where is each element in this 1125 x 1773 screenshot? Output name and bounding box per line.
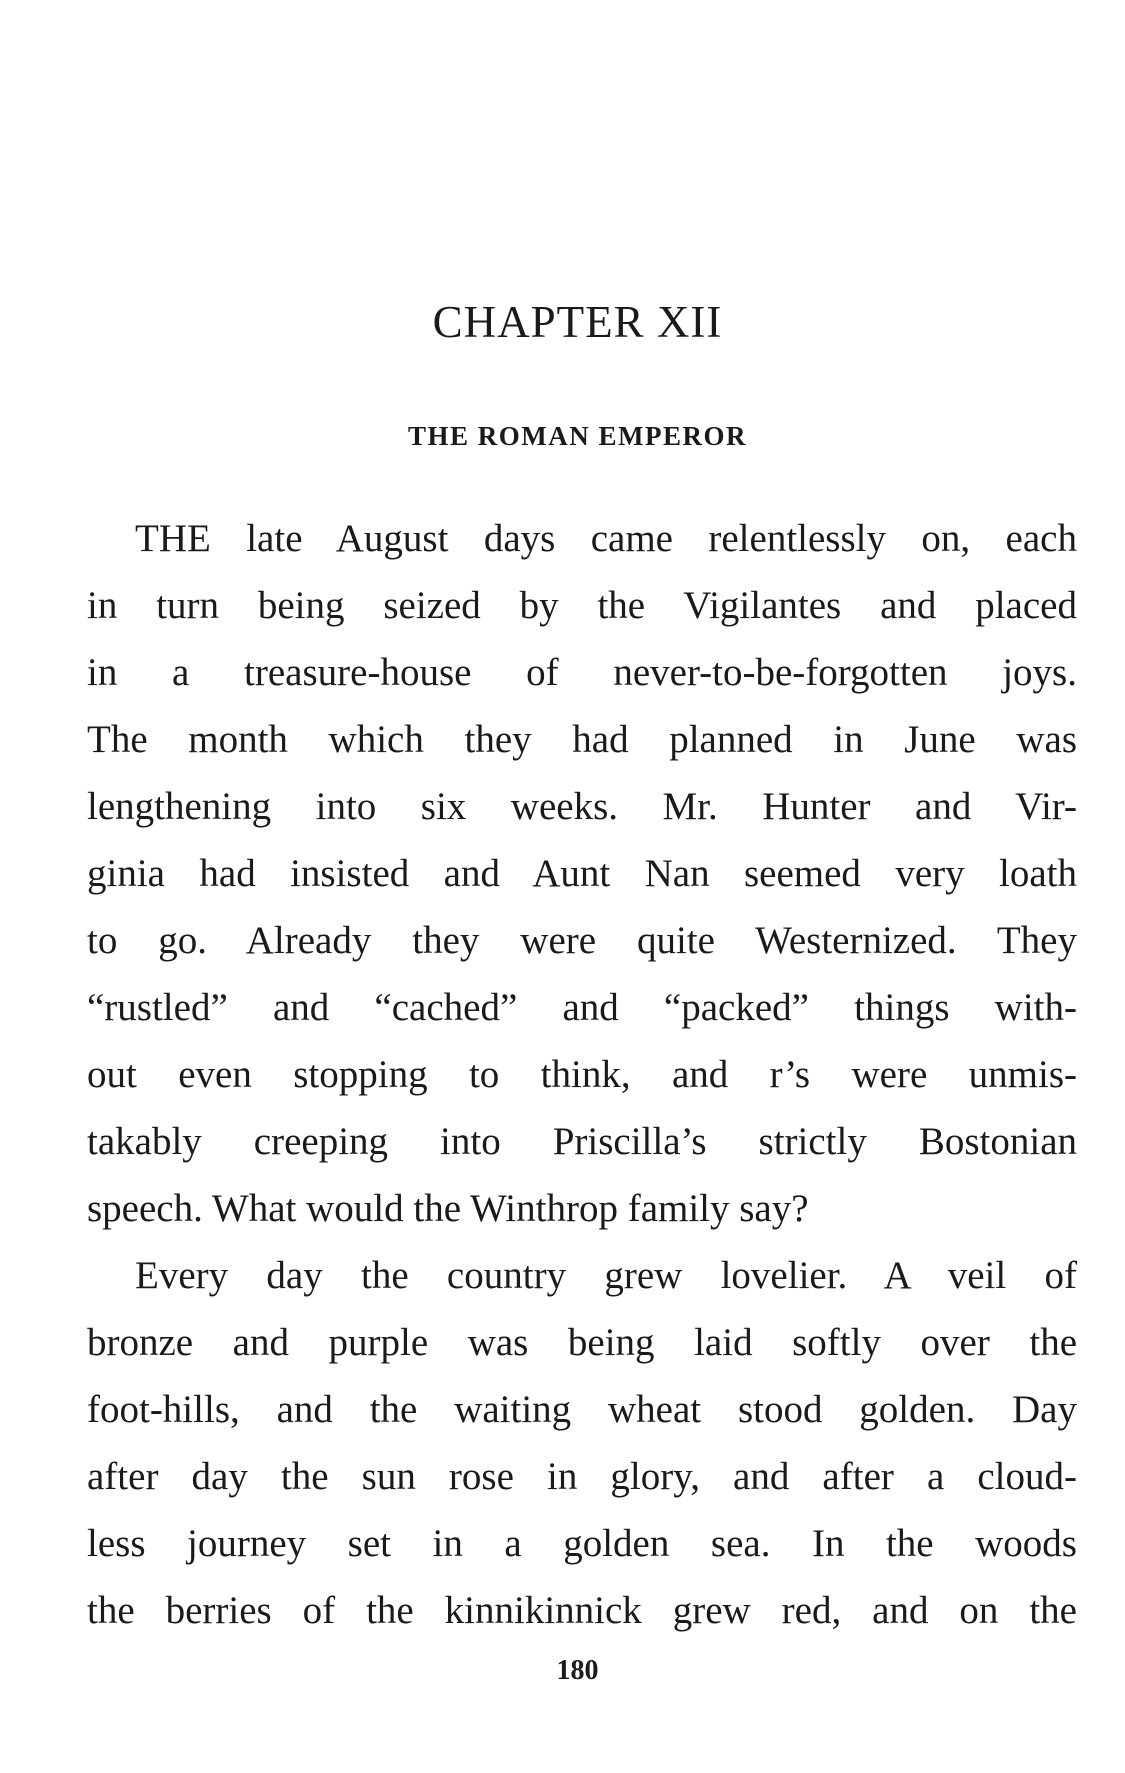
text-line: foot-hills, and the waiting wheat stood golden. Day (87, 1388, 1077, 1431)
text-line: out even stopping to think, and r’s were unmis- (87, 1053, 1077, 1096)
text-line: speech. What would the Winthrop family say? (87, 1187, 809, 1230)
text-line: takably creeping into Priscilla’s strictly Bostonian (87, 1120, 1077, 1163)
text-line: the berries of the kinnikinnick grew red, and on the (87, 1589, 1077, 1632)
text-line: less journey set in a golden sea. In the woods (87, 1522, 1077, 1565)
text-line: in turn being seized by the Vigilantes and placed (87, 584, 1077, 627)
text-line: “rustled” and “cached” and “packed” things with- (87, 986, 1077, 1029)
chapter-title: CHAPTER XII (432, 297, 723, 347)
page-number: 180 (556, 1655, 599, 1686)
text-line: bronze and purple was being laid softly over the (87, 1321, 1077, 1364)
text-line: lengthening into six weeks. Mr. Hunter and Vir- (87, 785, 1077, 828)
paragraph-2 (87, 1242, 1077, 1644)
body-text (87, 505, 1077, 1644)
text-line: in a treasure-house of never-to-be-forgotten joys. (87, 651, 1077, 694)
text-line: The month which they had planned in June was (87, 718, 1077, 761)
text-line: after day the sun rose in glory, and after a cloud- (87, 1455, 1077, 1498)
paragraph-1 (87, 505, 1077, 1242)
chapter-subtitle: THE ROMAN EMPEROR (408, 421, 747, 451)
text-line: THE late August days came relentlessly on, each (135, 517, 1077, 560)
text-line: ginia had insisted and Aunt Nan seemed very loath (87, 852, 1077, 895)
text-line: to go. Already they were quite Westernized. They (87, 919, 1077, 962)
text-line: Every day the country grew lovelier. A veil of (135, 1254, 1077, 1297)
